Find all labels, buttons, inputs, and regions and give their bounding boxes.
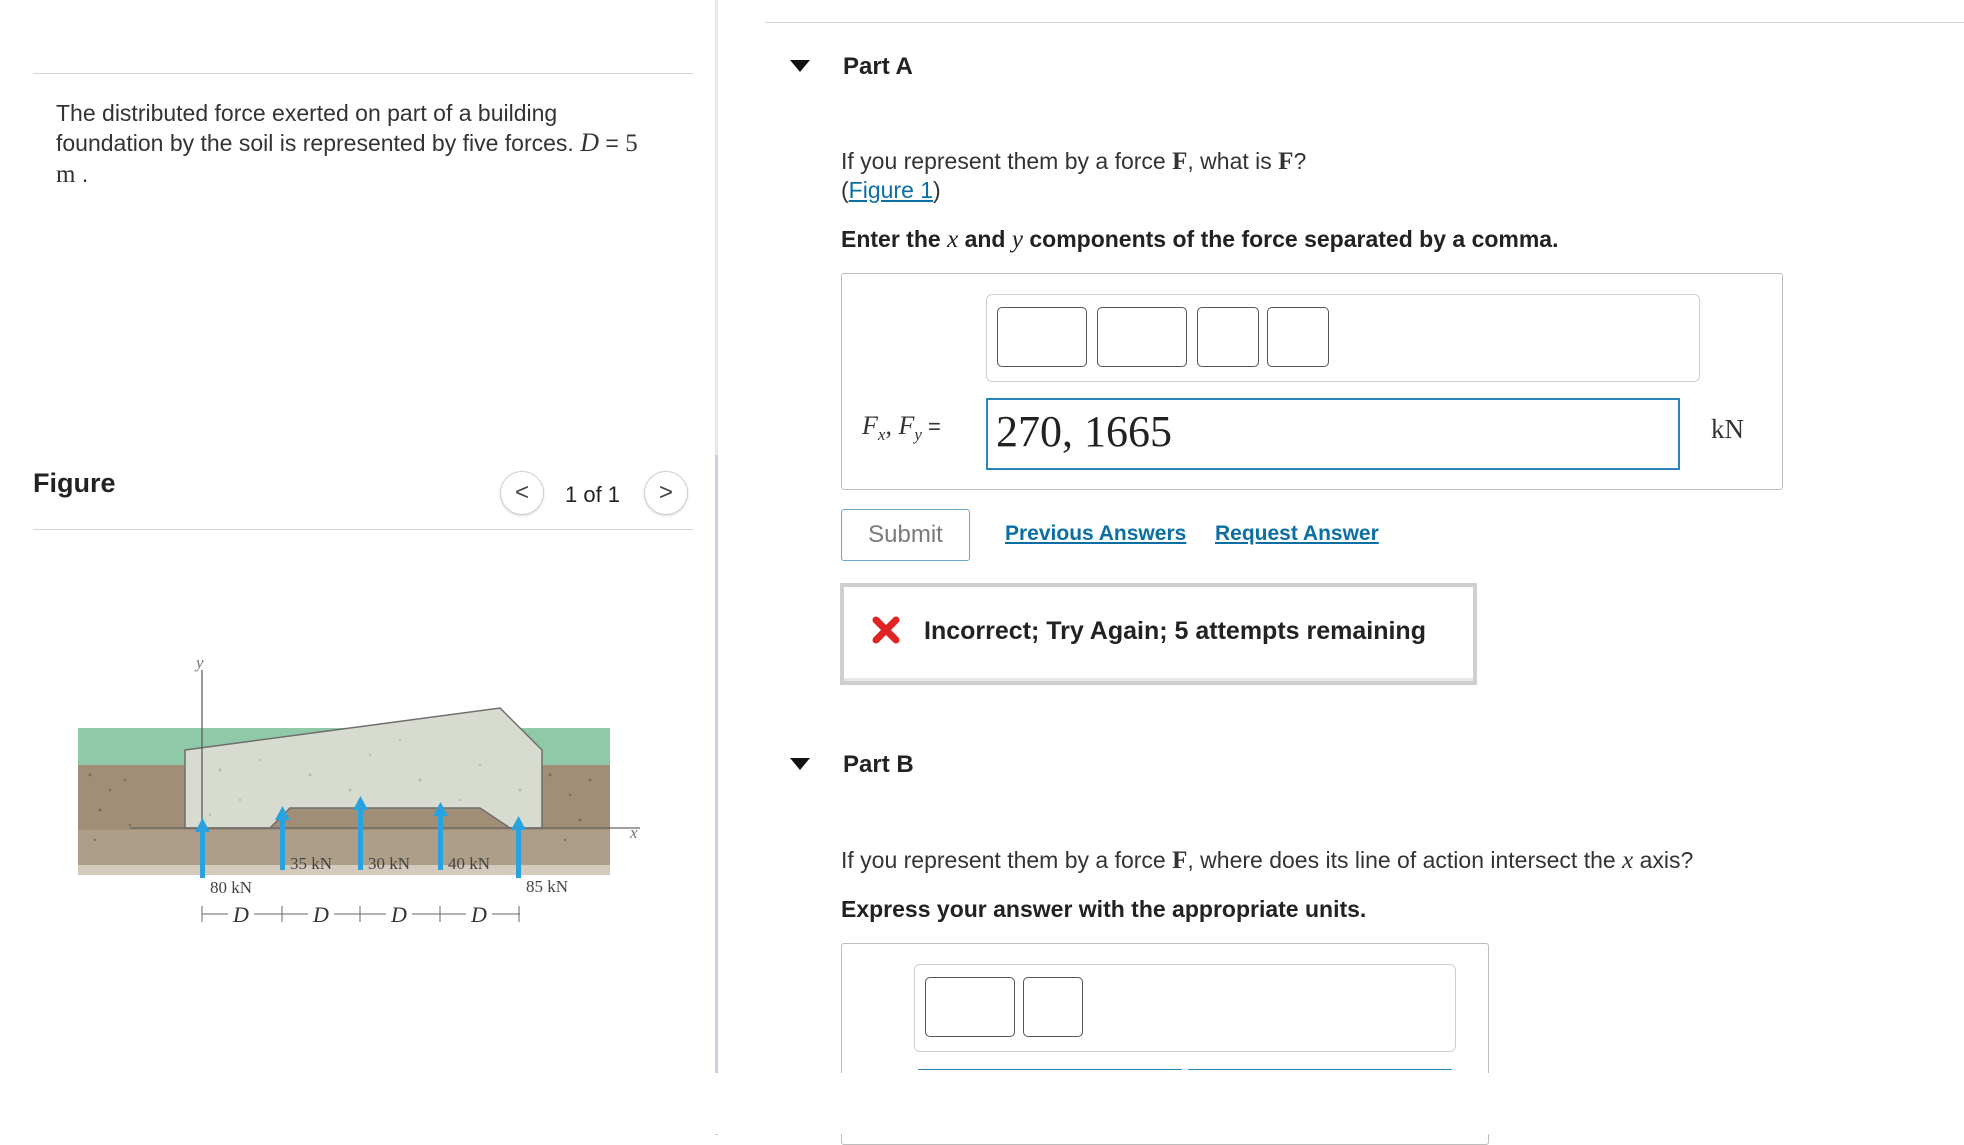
math-toolbar bbox=[986, 294, 1700, 382]
collapse-caret-icon[interactable] bbox=[790, 60, 810, 72]
dim-label-2: D bbox=[313, 902, 329, 927]
equals-sign: = bbox=[921, 414, 941, 439]
part-a-label[interactable]: Part A bbox=[843, 53, 913, 80]
var-y: y bbox=[1011, 226, 1023, 253]
arrow-85 bbox=[516, 828, 521, 878]
question-text: ? bbox=[1293, 148, 1307, 174]
template-button[interactable] bbox=[1197, 307, 1259, 367]
force-label-40: 40 kN bbox=[448, 854, 491, 873]
template-button[interactable] bbox=[1097, 307, 1187, 367]
var-x: x bbox=[947, 226, 959, 253]
figure-1-link[interactable]: Figure 1 bbox=[848, 177, 934, 203]
var-f: F bbox=[862, 411, 878, 440]
instr-text: Enter the bbox=[841, 226, 948, 252]
figure-counter: 1 of 1 bbox=[565, 482, 621, 507]
right-top-divider bbox=[765, 22, 1964, 23]
left-panel bbox=[0, 0, 715, 1134]
chevron-right-icon: > bbox=[658, 479, 673, 506]
template-button[interactable] bbox=[997, 307, 1087, 367]
foundation-figure bbox=[70, 650, 638, 950]
question-text: If you represent them by a force bbox=[841, 847, 1173, 873]
next-figure-button[interactable] bbox=[644, 471, 688, 515]
previous-answers-link[interactable]: Previous Answers bbox=[1005, 522, 1187, 545]
dim-label-1: D bbox=[233, 902, 249, 927]
sub-y: y bbox=[914, 425, 922, 445]
part-b-label[interactable]: Part B bbox=[843, 751, 914, 778]
part-b-question bbox=[841, 846, 1693, 875]
prev-figure-button[interactable] bbox=[500, 471, 544, 515]
feedback-text: Incorrect; Try Again; 5 attempts remaining bbox=[924, 617, 1426, 645]
arrow-80 bbox=[200, 830, 205, 878]
part-a-instruction bbox=[841, 226, 1559, 254]
answer-value: 270, 1665 bbox=[996, 407, 1172, 456]
force-label-85: 85 kN bbox=[526, 877, 569, 896]
var-f: F bbox=[1172, 148, 1188, 175]
figure-title: Figure bbox=[33, 468, 116, 498]
question-text: axis? bbox=[1633, 847, 1694, 873]
answer-field-label bbox=[862, 410, 941, 445]
part-b-instruction: Express your answer with the appropriate units. bbox=[841, 896, 1367, 922]
y-axis-label: y bbox=[196, 653, 204, 672]
force-label-80: 80 kN bbox=[210, 878, 253, 897]
answer-input[interactable] bbox=[986, 398, 1680, 470]
feedback-box bbox=[840, 583, 1477, 685]
d-value: 5 m bbox=[56, 130, 638, 188]
question-text: If you represent them by a force bbox=[841, 148, 1173, 174]
x-axis-label: x bbox=[630, 823, 638, 842]
var-f: F bbox=[898, 411, 915, 440]
problem-end: . bbox=[75, 161, 89, 187]
dim-label-3: D bbox=[391, 902, 407, 927]
instr-text: and bbox=[958, 226, 1012, 252]
figure-reference bbox=[841, 176, 941, 205]
top-divider bbox=[33, 73, 693, 74]
template-button[interactable] bbox=[1267, 307, 1329, 367]
arrow-40 bbox=[438, 814, 443, 870]
template-button[interactable] bbox=[1023, 977, 1083, 1037]
collapse-caret-icon[interactable] bbox=[790, 758, 810, 770]
var-f: F bbox=[1278, 148, 1294, 175]
chevron-left-icon: < bbox=[514, 479, 529, 506]
page-bottom bbox=[0, 1073, 1964, 1134]
problem-text: The distributed force exerted on part of a building foundation by the soil is represented by five forces. bbox=[56, 100, 581, 156]
var-f: F bbox=[1172, 847, 1188, 874]
part-a-question bbox=[841, 147, 1306, 176]
submit-button[interactable]: Submit bbox=[841, 509, 970, 561]
request-answer-link[interactable]: Request Answer bbox=[1215, 522, 1379, 545]
sep: , bbox=[885, 411, 899, 440]
sub-x: x bbox=[877, 425, 886, 445]
panel-scrollbar[interactable] bbox=[715, 455, 718, 1135]
question-text: , where does its line of action intersect the bbox=[1187, 847, 1623, 873]
figure-divider bbox=[33, 529, 693, 530]
math-toolbar bbox=[914, 964, 1456, 1052]
dim-label-4: D bbox=[471, 902, 487, 927]
error-x-icon bbox=[871, 615, 901, 645]
problem-statement bbox=[56, 98, 656, 190]
instr-text: components of the force separated by a comma. bbox=[1022, 226, 1559, 252]
soil-lower bbox=[78, 830, 610, 875]
paren-close: ) bbox=[933, 177, 941, 203]
force-label-35: 35 kN bbox=[290, 854, 333, 873]
unit-label: kN bbox=[1711, 414, 1744, 444]
question-text: , what is bbox=[1187, 148, 1279, 174]
arrow-30 bbox=[358, 808, 363, 870]
var-d: D bbox=[580, 128, 599, 157]
var-x: x bbox=[1622, 847, 1634, 874]
equals-sign: = bbox=[598, 130, 626, 156]
paren-open: ( bbox=[841, 177, 849, 203]
arrow-35 bbox=[280, 818, 285, 870]
force-label-30: 30 kN bbox=[368, 854, 411, 873]
template-button[interactable] bbox=[925, 977, 1015, 1037]
